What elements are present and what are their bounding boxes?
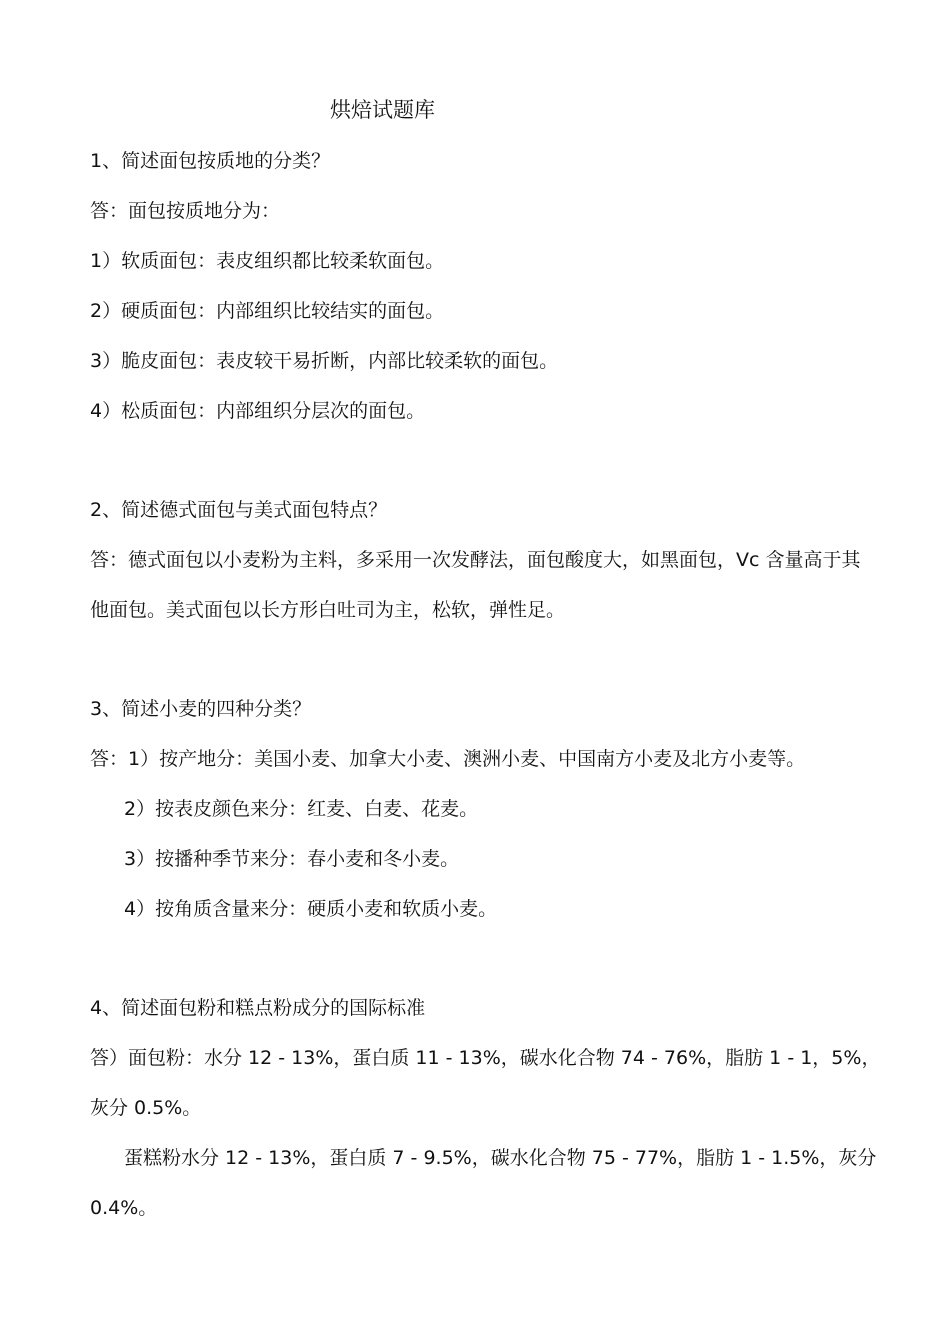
answer-3-item: 3）按播种季节来分：春小麦和冬小麦。	[124, 848, 460, 870]
answer-3-item: 4）按角质含量来分：硬质小麦和软质小麦。	[124, 898, 498, 920]
answer-1-item: 3）脆皮面包：表皮较干易折断，内部比较柔软的面包。	[90, 350, 559, 372]
question-2: 2、简述德式面包与美式面包特点？	[90, 499, 388, 521]
answer-1-item: 1）软质面包：表皮组织都比较柔软面包。	[90, 250, 445, 272]
answer-4-line: 0.4%。	[90, 1197, 158, 1219]
question-3: 3、简述小麦的四种分类？	[90, 698, 312, 720]
answer-1-intro: 答：面包按质地分为：	[90, 200, 281, 222]
document-title: 烘焙试题库	[330, 98, 435, 122]
answer-3-item: 2）按表皮颜色来分：红麦、白麦、花麦。	[124, 798, 479, 820]
answer-2-line: 答：德式面包以小麦粉为主料，多采用一次发酵法，面包酸度大，如黑面包，Vc 含量高于其	[90, 549, 861, 571]
answer-1-item: 2）硬质面包：内部组织比较结实的面包。	[90, 300, 445, 322]
answer-2-line: 他面包。美式面包以长方形白吐司为主，松软，弹性足。	[90, 599, 566, 621]
answer-4-line: 答）面包粉：水分 12 - 13%，蛋白质 11 - 13%，碳水化合物 74 - 76%，脂肪 1 - 1，5%，	[90, 1047, 881, 1069]
question-1: 1、简述面包按质地的分类？	[90, 150, 331, 172]
answer-4-line: 蛋糕粉水分 12 - 13%，蛋白质 7 - 9.5%，碳水化合物 75 - 77%，脂肪 1 - 1.5%，灰分	[124, 1147, 877, 1169]
answer-1-item: 4）松质面包：内部组织分层次的面包。	[90, 400, 426, 422]
question-4: 4、简述面包粉和糕点粉成分的国际标准	[90, 997, 426, 1019]
answer-4-line: 灰分 0.5%。	[90, 1097, 202, 1119]
answer-3-item: 答：1）按产地分：美国小麦、加拿大小麦、澳洲小麦、中国南方小麦及北方小麦等。	[90, 748, 806, 770]
